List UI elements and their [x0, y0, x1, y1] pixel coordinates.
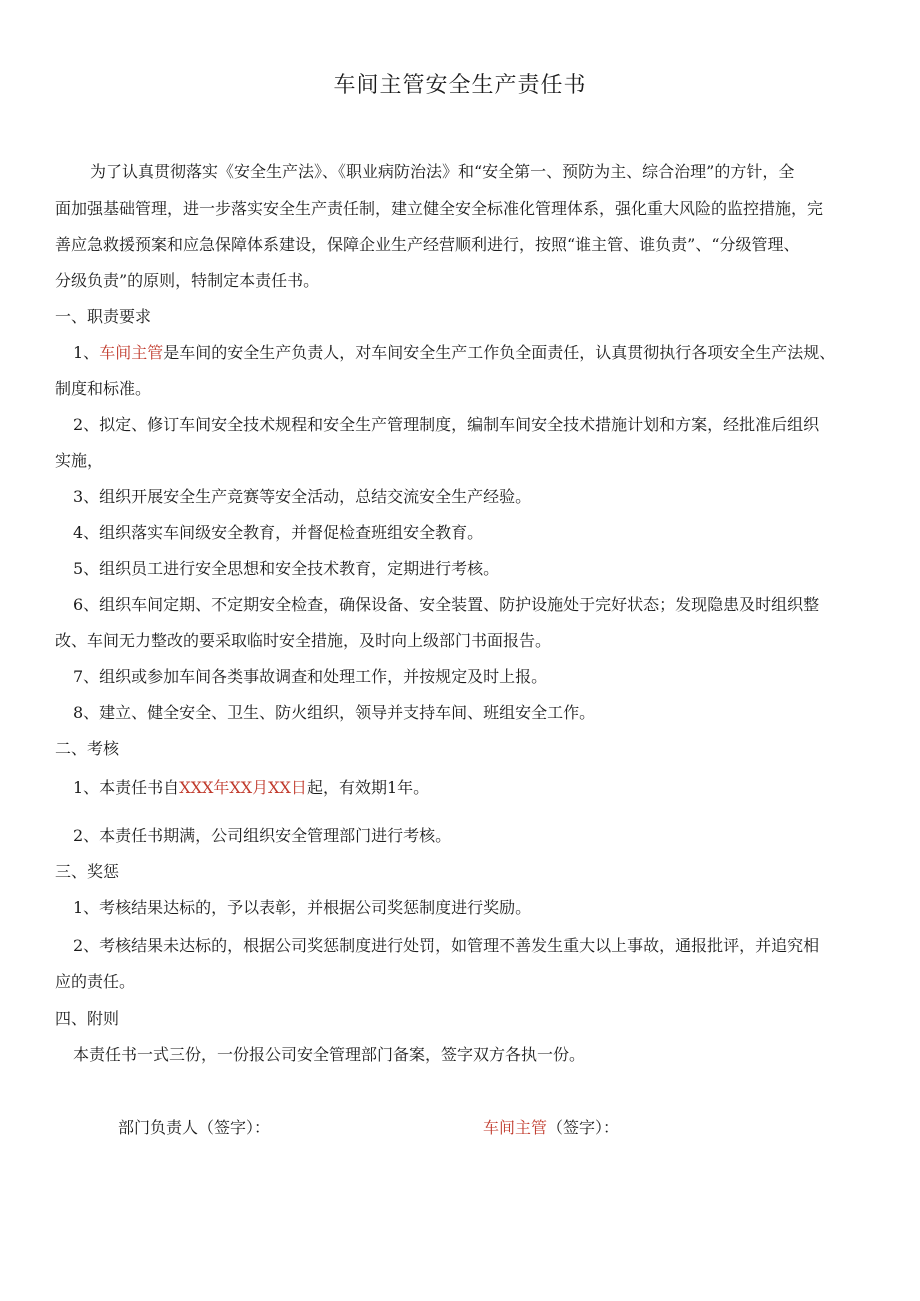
appendix-text: 本责任书一式三份，一份报公司安全管理部门备案，签字双方各执一份。 [73, 1045, 586, 1064]
intro-line-1: 为了认真贯彻落实《安全生产法》、《职业病防治法》和“安全第一、预防为主、综合治理”的方针，全 [90, 162, 795, 181]
duty-item-6-line-2: 改、车间无力整改的要采取临时安全措施，及时向上级部门书面报告。 [55, 631, 552, 650]
duty-item-4: 4、组织落实车间级安全教育，并督促检查班组安全教育。 [73, 523, 484, 542]
supervisor-signature-highlight: 车间主管 [483, 1118, 548, 1137]
reward-item-2-line-2: 应的责任。 [55, 972, 136, 991]
reward-item-1: 1、考核结果达标的，予以表彰，并根据公司奖惩制度进行奖励。 [73, 898, 532, 917]
section-2-heading: 二、考核 [55, 739, 120, 758]
intro-line-2: 面加强基础管理，进一步落实安全生产责任制，建立健全安全标准化管理体系，强化重大风险的监控措施，完 [55, 199, 824, 218]
duty-item-2-line-2: 实施， [55, 451, 104, 470]
duty-item-1-line-1 [73, 341, 835, 365]
workshop-supervisor-highlight: 车间主管 [99, 343, 164, 362]
document-title: 车间主管安全生产责任书 [333, 73, 587, 98]
section-4-heading: 四、附则 [55, 1009, 120, 1028]
duty-item-1-text: 是车间的安全生产负责人，对车间安全生产工作负全面责任，认真贯彻执行各项安全生产法规、 [163, 343, 836, 362]
section-1-heading: 一、职责要求 [55, 307, 152, 326]
duty-item-1-number: 1、 [73, 343, 100, 362]
duty-item-1-line-2: 制度和标准。 [55, 379, 152, 398]
reward-item-2-line-1: 2、考核结果未达标的，根据公司奖惩制度进行处罚，如管理不善发生重大以上事故，通报批评，并追究相 [73, 936, 820, 955]
duty-item-3: 3、组织开展安全生产竞赛等安全活动，总结交流安全生产经验。 [73, 487, 532, 506]
assessment-item-1 [73, 776, 429, 800]
supervisor-signature-suffix: （签字）： [547, 1118, 620, 1137]
duty-item-5: 5、组织员工进行安全思想和安全技术教育，定期进行考核。 [73, 559, 500, 578]
duty-item-7: 7、组织或参加车间各类事故调查和处理工作，并按规定及时上报。 [73, 667, 548, 686]
assessment-item-2: 2、本责任书期满，公司组织安全管理部门进行考核。 [73, 826, 452, 845]
supervisor-signature-label [483, 1116, 619, 1140]
duty-item-2-line-1: 2、拟定、修订车间安全技术规程和安全生产管理制度，编制车间安全技术措施计划和方案，经批准后组织 [73, 415, 820, 434]
intro-line-3: 善应急救援预案和应急保障体系建设，保障企业生产经营顺利进行，按照“谁主管、谁负责”、“分级管理、 [55, 235, 800, 254]
department-head-signature-label: 部门负责人（签字）： [118, 1118, 271, 1137]
assessment-item-1-suffix: 起，有效期1年。 [306, 778, 430, 797]
duty-item-6-line-1: 6、组织车间定期、不定期安全检查，确保设备、安全装置、防护设施处于完好状态；发现隐患及时组织整 [73, 595, 820, 614]
section-3-heading: 三、奖惩 [55, 862, 120, 881]
date-placeholder-highlight: XXX年XX月XX日 [179, 778, 307, 797]
intro-line-4: 分级负责”的原则，特制定本责任书。 [55, 271, 320, 290]
duty-item-8: 8、建立、健全安全、卫生、防火组织，领导并支持车间、班组安全工作。 [73, 703, 596, 722]
assessment-item-1-prefix: 1、本责任书自 [73, 778, 180, 797]
